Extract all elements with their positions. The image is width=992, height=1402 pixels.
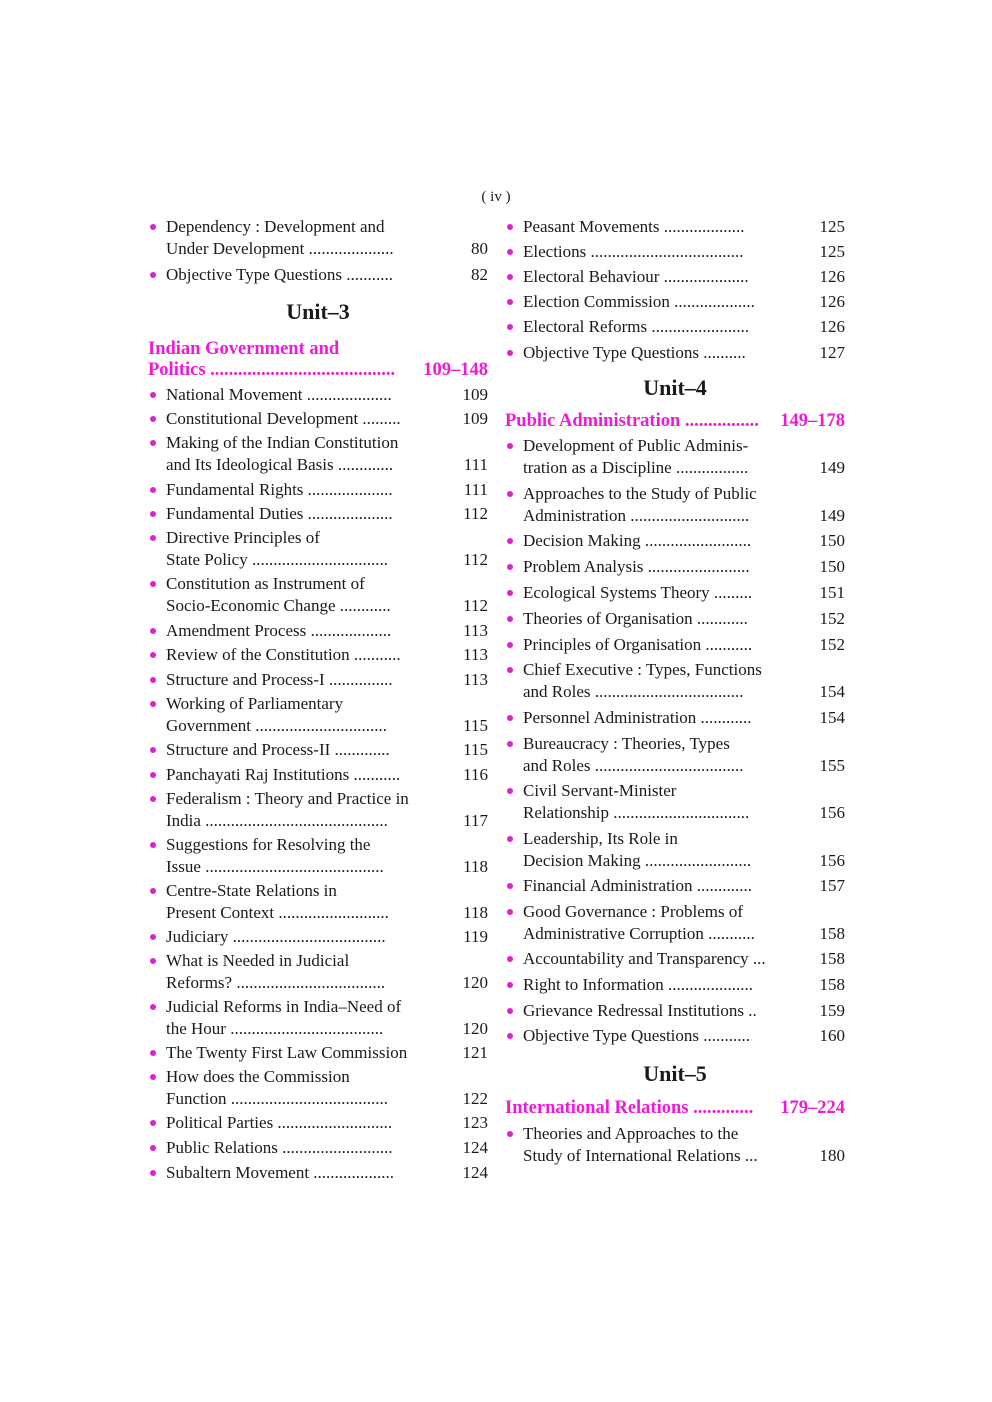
toc-entry-text: Administration ............................	[523, 506, 750, 525]
toc-entry	[148, 1066, 488, 1110]
toc-entry	[148, 573, 488, 617]
toc-page-number: 124	[462, 1138, 488, 1157]
toc-entry	[505, 1025, 845, 1047]
toc-entry	[148, 264, 488, 286]
bullet-icon	[150, 511, 156, 517]
toc-entry-text: How does the Commission	[166, 1067, 350, 1086]
toc-page-number: 149	[819, 506, 845, 525]
toc-entry	[505, 875, 845, 897]
toc-entry-text: Amendment Process ...................	[166, 621, 392, 640]
bullet-icon	[507, 538, 513, 544]
toc-page-number: 111	[463, 480, 488, 499]
toc-page-number: 82	[471, 265, 488, 284]
toc-entry-text: Ecological Systems Theory .........	[523, 583, 753, 602]
toc-entry	[148, 834, 488, 878]
toc-entry	[148, 408, 488, 430]
toc-page-number: 116	[463, 765, 488, 784]
toc-entry-text: Civil Servant-Minister	[523, 781, 677, 800]
toc-entry	[148, 788, 488, 832]
section-heading	[505, 411, 845, 432]
toc-entry-text: Constitution as Instrument of	[166, 574, 365, 593]
toc-entry	[505, 291, 845, 313]
toc-entry-text: Suggestions for Resolving the	[166, 835, 371, 854]
unit-heading: Unit–4	[643, 375, 707, 400]
bullet-icon	[507, 883, 513, 889]
toc-entry	[148, 384, 488, 406]
toc-entry	[505, 1000, 845, 1022]
toc-entry-text: Good Governance : Problems of	[523, 902, 744, 921]
toc-entry	[148, 432, 488, 476]
bullet-icon	[150, 416, 156, 422]
toc-entry-text: Dependency : Development and	[166, 217, 385, 236]
toc-page-number: 158	[819, 924, 845, 943]
toc-entry-text: Issue ..........................................	[166, 857, 384, 876]
bullet-icon	[507, 350, 513, 356]
toc-entry-text: and Roles ...................................	[523, 756, 744, 775]
toc-entry	[505, 901, 845, 945]
bullet-icon	[507, 443, 513, 449]
toc-page-number: 124	[462, 1163, 488, 1182]
toc-entry-text: National Movement ....................	[166, 385, 392, 404]
toc-page-number: 154	[819, 682, 845, 701]
toc-entry-text: Working of Parliamentary	[166, 694, 344, 713]
section-page-range: 109–148	[423, 360, 488, 380]
toc-entry-text: and Roles ...................................	[523, 682, 744, 701]
toc-entry	[505, 266, 845, 288]
toc-entry-text: Problem Analysis ........................	[523, 557, 750, 576]
toc-entry-text: Public Relations ..........................	[166, 1138, 393, 1157]
toc-entry	[148, 1162, 488, 1184]
page-number: ( iv )	[481, 189, 511, 205]
toc-page-number: 122	[462, 1089, 488, 1108]
toc-page-number: 120	[462, 1019, 488, 1038]
toc-page-number: 111	[463, 455, 488, 474]
toc-entry-text: Constitutional Development .........	[166, 409, 401, 428]
bullet-icon	[507, 249, 513, 255]
bullet-icon	[507, 1008, 513, 1014]
toc-page-number: 158	[819, 975, 845, 994]
toc-entry	[148, 644, 488, 666]
toc-entry-text: Grievance Redressal Institutions ..	[523, 1001, 757, 1020]
toc-page-number: 112	[463, 504, 488, 523]
toc-page-number: 113	[463, 645, 488, 664]
toc-entry-text: Theories of Organisation ............	[523, 609, 748, 628]
toc-page-number: 149	[819, 458, 845, 477]
bullet-icon	[507, 642, 513, 648]
toc-page-number: 156	[819, 803, 845, 822]
section-page-range: 149–178	[780, 411, 845, 431]
bullet-icon	[507, 590, 513, 596]
toc-page-number: 180	[819, 1146, 845, 1165]
toc-entry	[148, 996, 488, 1040]
toc-entry-text: Socio-Economic Change ............	[166, 596, 391, 615]
toc-page-number: 156	[819, 851, 845, 870]
toc-entry-text: Political Parties ...........................	[166, 1113, 393, 1132]
toc-page-number: 120	[462, 973, 488, 992]
section-heading	[505, 1098, 845, 1119]
bullet-icon	[150, 628, 156, 634]
toc-entry-text: Judicial Reforms in India–Need of	[166, 997, 402, 1016]
toc-entry	[505, 828, 845, 872]
bullet-icon	[150, 272, 156, 278]
toc-entry	[505, 435, 845, 479]
toc-entry	[148, 1042, 488, 1064]
toc-entry	[505, 780, 845, 824]
toc-page-number: 159	[819, 1001, 845, 1020]
toc-entry	[505, 634, 845, 656]
toc-page-number: 80	[471, 239, 488, 258]
bullet-icon	[150, 1074, 156, 1080]
bullet-icon	[150, 224, 156, 230]
bullet-icon	[150, 888, 156, 894]
toc-entry-text: What is Needed in Judicial	[166, 951, 350, 970]
toc-entry-text: Making of the Indian Constitution	[166, 433, 399, 452]
bullet-icon	[150, 1120, 156, 1126]
bullet-icon	[150, 796, 156, 802]
unit-heading: Unit–3	[286, 299, 350, 324]
toc-entry-text: Objective Type Questions ..........	[523, 343, 746, 362]
toc-page-number: 151	[819, 583, 845, 602]
toc-entry-text: The Twenty First Law Commission	[166, 1043, 408, 1062]
toc-entry	[505, 707, 845, 729]
toc-entry-text: Elections ....................................	[523, 242, 744, 261]
toc-entry	[148, 1137, 488, 1159]
toc-entry	[148, 527, 488, 571]
toc-page-number: 154	[819, 708, 845, 727]
toc-entry-text: Principles of Organisation ...........	[523, 635, 753, 654]
toc-entry	[148, 216, 488, 260]
bullet-icon	[150, 581, 156, 587]
section-heading	[148, 339, 488, 381]
toc-entry-text: Objective Type Questions ...........	[523, 1026, 751, 1045]
toc-entry-text: Present Context ..........................	[166, 903, 389, 922]
unit-heading: Unit–5	[643, 1061, 707, 1086]
toc-entry-text: Decision Making .........................	[523, 531, 752, 550]
toc-page-number: 158	[819, 949, 845, 968]
toc-entry-text: Study of International Relations ...	[523, 1146, 758, 1165]
bullet-icon	[507, 715, 513, 721]
bullet-icon	[507, 956, 513, 962]
toc-page-number: 109	[462, 409, 488, 428]
toc-entry	[148, 880, 488, 924]
toc-entry-text: the Hour ....................................	[166, 1019, 384, 1038]
toc-entry	[148, 926, 488, 948]
toc-page-number: 123	[462, 1113, 488, 1132]
toc-page-number: 112	[463, 596, 488, 615]
toc-entry	[505, 1123, 845, 1167]
bullet-icon	[507, 836, 513, 842]
toc-entry-text: and Its Ideological Basis .............	[166, 455, 394, 474]
toc-entry-text: Function .....................................	[166, 1089, 388, 1108]
bullet-icon	[150, 747, 156, 753]
toc-entry-text: Approaches to the Study of Public	[523, 484, 757, 503]
bullet-icon	[507, 299, 513, 305]
toc-entry-text: Review of the Constitution ...........	[166, 645, 401, 664]
toc-entry-text: Fundamental Rights ....................	[166, 480, 393, 499]
toc-entry-text: Centre-State Relations in	[166, 881, 337, 900]
toc-entry-text: Government ...............................	[166, 716, 387, 735]
toc-page-number: 157	[819, 876, 845, 895]
toc-page-number: 126	[819, 292, 845, 311]
bullet-icon	[150, 958, 156, 964]
bullet-icon	[150, 392, 156, 398]
bullet-icon	[150, 842, 156, 848]
toc-page-number: 155	[819, 756, 845, 775]
toc-entry	[505, 659, 845, 703]
toc-page-number: 125	[819, 242, 845, 261]
toc-page-number: 115	[463, 716, 488, 735]
toc-entry-text: Judiciary ....................................	[166, 927, 386, 946]
bullet-icon	[150, 1050, 156, 1056]
toc-page-number: 112	[463, 550, 488, 569]
toc-entry-text: Directive Principles of	[166, 528, 320, 547]
bullet-icon	[507, 909, 513, 915]
toc-entry	[505, 216, 845, 238]
bullet-icon	[507, 616, 513, 622]
toc-page-number: 150	[819, 557, 845, 576]
toc-page-number: 152	[819, 635, 845, 654]
bullet-icon	[507, 224, 513, 230]
toc-entry-text: Fundamental Duties ....................	[166, 504, 393, 523]
bullet-icon	[150, 1145, 156, 1151]
bullet-icon	[150, 934, 156, 940]
toc-page-number: 113	[463, 621, 488, 640]
toc-page-number: 150	[819, 531, 845, 550]
bullet-icon	[150, 1004, 156, 1010]
toc-page-number: 109	[462, 385, 488, 404]
toc-page-number: 126	[819, 317, 845, 336]
toc-entry	[505, 974, 845, 996]
toc-entry-text: Under Development ....................	[166, 239, 394, 258]
toc-entry	[505, 733, 845, 777]
toc-entry	[505, 608, 845, 630]
toc-entry-text: Objective Type Questions ...........	[166, 265, 394, 284]
toc-entry	[505, 556, 845, 578]
toc-entry-text: Relationship ................................	[523, 803, 750, 822]
bullet-icon	[150, 772, 156, 778]
toc-page-number: 160	[819, 1026, 845, 1045]
toc-entry	[148, 669, 488, 691]
section-heading-text: Indian Government and	[148, 339, 340, 359]
toc-entry-text: Bureaucracy : Theories, Types	[523, 734, 730, 753]
toc-entry	[505, 948, 845, 970]
toc-entry-text: Structure and Process-II .............	[166, 740, 390, 759]
section-page-range: 179–224	[780, 1098, 845, 1118]
bullet-icon	[507, 1131, 513, 1137]
toc-page-number: 127	[819, 343, 845, 362]
toc-entry	[148, 693, 488, 737]
toc-entry	[148, 620, 488, 642]
toc-entry	[148, 764, 488, 786]
bullet-icon	[507, 491, 513, 497]
toc-entry-text: Financial Administration .............	[523, 876, 753, 895]
toc-right-column	[505, 216, 845, 1167]
toc-entry-text: India ...........................................	[166, 811, 388, 830]
toc-entry-text: Electoral Behaviour ....................	[523, 267, 749, 286]
bullet-icon	[507, 564, 513, 570]
toc-left-column	[148, 216, 488, 1184]
toc-page-number: 126	[819, 267, 845, 286]
toc-entry-text: Structure and Process-I ...............	[166, 670, 393, 689]
toc-entry-text: Panchayati Raj Institutions ...........	[166, 765, 401, 784]
bullet-icon	[507, 788, 513, 794]
section-heading-text: Public Administration ................	[505, 411, 759, 431]
toc-page-number: 121	[462, 1043, 488, 1062]
bullet-icon	[150, 440, 156, 446]
toc-page-number: 152	[819, 609, 845, 628]
toc-page-number: 115	[463, 740, 488, 759]
toc-entry	[148, 1112, 488, 1134]
toc-entry-text: Right to Information ....................	[523, 975, 753, 994]
section-heading-text: International Relations .............	[505, 1098, 754, 1118]
toc-entry	[148, 739, 488, 761]
toc-entry-text: Leadership, Its Role in	[523, 829, 678, 848]
toc-entry-text: Chief Executive : Types, Functions	[523, 660, 762, 679]
toc-entry	[505, 241, 845, 263]
toc-entry	[505, 530, 845, 552]
bullet-icon	[507, 324, 513, 330]
toc-entry-text: Reforms? ...................................	[166, 973, 386, 992]
bullet-icon	[150, 701, 156, 707]
toc-page-number: 113	[463, 670, 488, 689]
toc-entry-text: Subaltern Movement ...................	[166, 1163, 395, 1182]
bullet-icon	[150, 1170, 156, 1176]
toc-page-number: 118	[463, 903, 488, 922]
bullet-icon	[150, 652, 156, 658]
toc-entry	[505, 483, 845, 527]
bullet-icon	[150, 487, 156, 493]
bullet-icon	[507, 667, 513, 673]
section-heading-text: Politics ........................................	[148, 360, 396, 380]
toc-entry	[505, 582, 845, 604]
toc-page-number: 118	[463, 857, 488, 876]
toc-entry-text: Peasant Movements ...................	[523, 217, 745, 236]
toc-entry	[148, 950, 488, 994]
toc-page-number: 117	[463, 811, 488, 830]
bullet-icon	[507, 274, 513, 280]
toc-entry	[148, 479, 488, 501]
toc-entry-text: Accountability and Transparency ...	[523, 949, 766, 968]
toc-entry-text: Development of Public Adminis-	[523, 436, 749, 455]
toc-entry-text: Theories and Approaches to the	[523, 1124, 739, 1143]
bullet-icon	[507, 741, 513, 747]
bullet-icon	[150, 677, 156, 683]
bullet-icon	[507, 982, 513, 988]
toc-entry-text: tration as a Discipline .................	[523, 458, 749, 477]
toc-entry-text: Electoral Reforms .......................	[523, 317, 750, 336]
toc-entry-text: Election Commission ...................	[523, 292, 755, 311]
toc-entry	[505, 342, 845, 364]
bullet-icon	[507, 1033, 513, 1039]
toc-entry-text: Personnel Administration ............	[523, 708, 752, 727]
toc-page-number: 119	[463, 927, 488, 946]
toc-entry-text: Federalism : Theory and Practice in	[166, 789, 409, 808]
toc-entry	[148, 503, 488, 525]
toc-entry	[505, 316, 845, 338]
toc-entry-text: State Policy ................................	[166, 550, 388, 569]
bullet-icon	[150, 535, 156, 541]
toc-entry-text: Administrative Corruption ...........	[523, 924, 755, 943]
toc-entry-text: Decision Making .........................	[523, 851, 752, 870]
toc-page-number: 125	[819, 217, 845, 236]
